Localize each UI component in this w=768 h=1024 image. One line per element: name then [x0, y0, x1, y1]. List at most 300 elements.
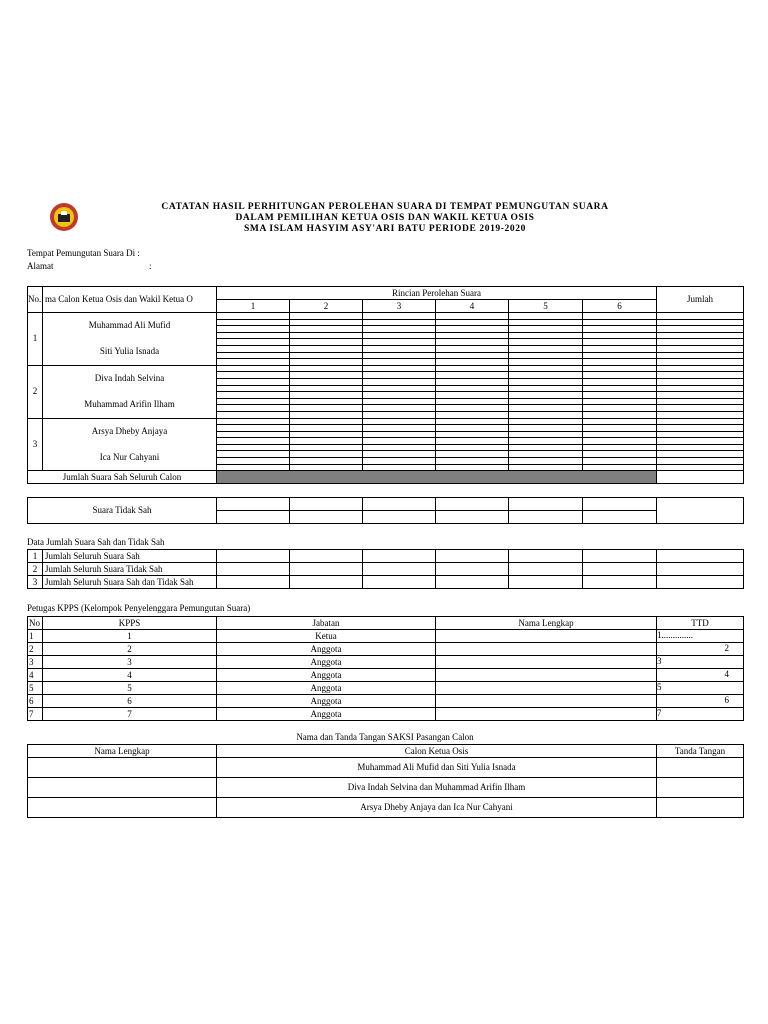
petugas-row [28, 630, 744, 643]
petugas-col-kpps: KPPS [43, 617, 217, 630]
cell[interactable] [583, 411, 657, 418]
petugas-col-jabatan: Jabatan [217, 617, 436, 630]
cell[interactable] [217, 438, 290, 445]
cell[interactable] [290, 431, 363, 438]
header-no: No. [28, 287, 43, 313]
cell[interactable] [217, 326, 290, 333]
cell[interactable] [363, 392, 436, 399]
cell[interactable] [436, 458, 509, 465]
cell[interactable] [583, 359, 657, 366]
petugas-no: 4 [28, 669, 43, 682]
petugas-kpps: 7 [43, 708, 217, 721]
petugas-kpps: 4 [43, 669, 217, 682]
cell[interactable] [657, 444, 744, 451]
saksi-row [28, 798, 744, 818]
petugas-jabatan: Anggota [217, 669, 436, 682]
cell[interactable] [436, 498, 509, 511]
petugas-row [28, 643, 744, 656]
header-jumlah: Jumlah [657, 287, 744, 313]
candidate-row [28, 365, 744, 372]
cell[interactable] [509, 418, 583, 425]
petugas-col-no: No [28, 617, 43, 630]
cell[interactable] [290, 339, 363, 346]
cell[interactable] [217, 576, 290, 589]
cell[interactable] [509, 372, 583, 379]
cell[interactable] [657, 464, 744, 471]
cell[interactable] [217, 444, 290, 451]
cell[interactable] [363, 418, 436, 425]
cell[interactable] [436, 425, 509, 432]
cell[interactable] [657, 326, 744, 333]
cell[interactable] [509, 511, 583, 524]
cell[interactable] [363, 438, 436, 445]
cell[interactable] [436, 392, 509, 399]
petugas-jabatan: Anggota [217, 695, 436, 708]
cell[interactable] [290, 319, 363, 326]
saksi-table [27, 744, 744, 818]
cell[interactable] [436, 411, 509, 418]
cell[interactable] [217, 332, 290, 339]
cell[interactable] [657, 339, 744, 346]
petugas-ttd[interactable] [657, 669, 744, 682]
data-summary-row [28, 550, 744, 563]
cell[interactable] [217, 425, 290, 432]
cell[interactable] [436, 431, 509, 438]
cell[interactable] [436, 332, 509, 339]
petugas-nama[interactable] [436, 682, 657, 695]
cell[interactable] [290, 332, 363, 339]
cell[interactable] [583, 425, 657, 432]
saksi-row [28, 778, 744, 798]
cell[interactable] [363, 326, 436, 333]
cell[interactable] [217, 411, 290, 418]
cell[interactable] [509, 326, 583, 333]
saksi-row [28, 758, 744, 778]
row-no: 3 [28, 576, 43, 589]
cell[interactable] [290, 398, 363, 405]
cell[interactable] [217, 451, 290, 458]
cell[interactable] [363, 385, 436, 392]
cell[interactable] [290, 576, 363, 589]
petugas-col-nama: Nama Lengkap [436, 617, 657, 630]
sub-col-1: 1 [217, 300, 290, 313]
cell[interactable] [363, 352, 436, 359]
petugas-jabatan: Anggota [217, 643, 436, 656]
cell[interactable] [290, 550, 363, 563]
cell[interactable] [290, 405, 363, 412]
petugas-ttd[interactable] [657, 643, 744, 656]
cell[interactable] [290, 365, 363, 372]
cell[interactable] [363, 345, 436, 352]
cell[interactable] [290, 451, 363, 458]
cell[interactable] [657, 411, 744, 418]
cell[interactable] [509, 411, 583, 418]
candidate-row [28, 313, 744, 320]
cell[interactable] [363, 332, 436, 339]
total-valid-label: Jumlah Suara Sah Seluruh Calon [28, 471, 217, 484]
cell[interactable] [363, 563, 436, 576]
cell[interactable] [657, 398, 744, 405]
cell[interactable] [436, 511, 509, 524]
cell[interactable] [436, 372, 509, 379]
cell[interactable] [290, 359, 363, 366]
cell[interactable] [657, 438, 744, 445]
alamat-colon: : [149, 261, 152, 271]
cell[interactable] [436, 345, 509, 352]
cell[interactable] [509, 563, 583, 576]
cell[interactable] [583, 431, 657, 438]
cell[interactable] [217, 385, 290, 392]
candidate-row [28, 339, 744, 346]
saksi-calon: Muhammad Ali Mufid dan Siti Yulia Isnada [217, 758, 657, 778]
cell[interactable] [363, 372, 436, 379]
cell[interactable] [363, 339, 436, 346]
cell[interactable] [509, 425, 583, 432]
petugas-ttd[interactable] [657, 708, 744, 721]
cell[interactable] [436, 405, 509, 412]
cell[interactable] [436, 550, 509, 563]
cell[interactable] [583, 464, 657, 471]
cell[interactable] [509, 451, 583, 458]
ttd-left-number: 3 [657, 656, 662, 666]
cell[interactable] [363, 444, 436, 451]
cell[interactable] [583, 378, 657, 385]
cell[interactable] [509, 359, 583, 366]
candidate-no: 3 [28, 418, 43, 471]
cell[interactable] [509, 313, 583, 320]
row-no: 2 [28, 563, 43, 576]
cell[interactable] [217, 345, 290, 352]
invalid-vote-total[interactable] [657, 498, 744, 524]
cell[interactable] [509, 431, 583, 438]
saksi-ttd[interactable] [657, 798, 744, 818]
cell[interactable] [217, 365, 290, 372]
cell[interactable] [583, 444, 657, 451]
cell[interactable] [290, 498, 363, 511]
cell[interactable] [657, 365, 744, 372]
petugas-ttd[interactable] [657, 656, 744, 669]
cell[interactable] [583, 385, 657, 392]
cell[interactable] [290, 352, 363, 359]
cell[interactable] [290, 563, 363, 576]
ttd-right-number: 2 [724, 643, 729, 653]
sub-col-2: 2 [290, 300, 363, 313]
sub-col-5: 5 [509, 300, 583, 313]
cell[interactable] [436, 352, 509, 359]
cell[interactable] [583, 392, 657, 399]
cell[interactable] [436, 385, 509, 392]
total-valid-shaded [217, 471, 657, 484]
cell[interactable] [436, 451, 509, 458]
cell[interactable] [217, 405, 290, 412]
cell[interactable] [509, 576, 583, 589]
petugas-row [28, 656, 744, 669]
cell[interactable] [217, 359, 290, 366]
cell[interactable] [217, 372, 290, 379]
cell[interactable] [436, 378, 509, 385]
cell[interactable] [657, 313, 744, 320]
cell[interactable] [509, 550, 583, 563]
saksi-nama[interactable] [28, 798, 217, 818]
cell[interactable] [290, 464, 363, 471]
data-summary-row [28, 576, 744, 589]
cell[interactable] [657, 372, 744, 379]
cell[interactable] [657, 550, 744, 563]
petugas-nama[interactable] [436, 643, 657, 656]
petugas-nama[interactable] [436, 669, 657, 682]
candidate-ketua-name: Diva Indah Selvina [43, 365, 217, 391]
petugas-kpps: 2 [43, 643, 217, 656]
cell[interactable] [363, 498, 436, 511]
petugas-row [28, 708, 744, 721]
petugas-ttd[interactable] [657, 682, 744, 695]
saksi-title: Nama dan Tanda Tangan SAKSI Pasangan Calon [296, 732, 474, 742]
petugas-kpps: 3 [43, 656, 217, 669]
cell[interactable] [583, 550, 657, 563]
cell[interactable] [290, 378, 363, 385]
cell[interactable] [290, 385, 363, 392]
cell[interactable] [290, 418, 363, 425]
candidate-row [28, 444, 744, 451]
cell[interactable] [363, 359, 436, 366]
cell[interactable] [363, 550, 436, 563]
cell[interactable] [657, 576, 744, 589]
cell[interactable] [436, 398, 509, 405]
cell[interactable] [217, 378, 290, 385]
row-label: Jumlah Seluruh Suara Tidak Sah [43, 563, 217, 576]
saksi-calon: Arsya Dheby Anjaya dan Ica Nur Cahyani [217, 798, 657, 818]
cell[interactable] [217, 458, 290, 465]
cell[interactable] [436, 576, 509, 589]
cell[interactable] [657, 345, 744, 352]
cell[interactable] [583, 319, 657, 326]
petugas-jabatan: Anggota [217, 656, 436, 669]
cell[interactable] [217, 464, 290, 471]
petugas-nama[interactable] [436, 708, 657, 721]
cell[interactable] [363, 464, 436, 471]
cell[interactable] [657, 378, 744, 385]
candidate-no: 2 [28, 365, 43, 418]
cell[interactable] [290, 425, 363, 432]
cell[interactable] [657, 418, 744, 425]
cell[interactable] [509, 352, 583, 359]
cell[interactable] [217, 418, 290, 425]
cell[interactable] [436, 464, 509, 471]
cell[interactable] [583, 398, 657, 405]
cell[interactable] [363, 576, 436, 589]
cell[interactable] [509, 332, 583, 339]
cell[interactable] [583, 313, 657, 320]
petugas-nama[interactable] [436, 630, 657, 643]
kpu-logo [49, 202, 79, 232]
cell[interactable] [436, 444, 509, 451]
petugas-row [28, 669, 744, 682]
cell[interactable] [509, 339, 583, 346]
cell[interactable] [290, 438, 363, 445]
cell[interactable] [583, 405, 657, 412]
cell[interactable] [217, 431, 290, 438]
cell[interactable] [657, 425, 744, 432]
data-summary-table [27, 549, 744, 589]
cell[interactable] [363, 405, 436, 412]
cell[interactable] [509, 345, 583, 352]
cell[interactable] [657, 359, 744, 366]
cell[interactable] [583, 345, 657, 352]
cell[interactable] [290, 444, 363, 451]
cell[interactable] [509, 398, 583, 405]
cell[interactable] [217, 319, 290, 326]
candidate-no: 1 [28, 313, 43, 366]
cell[interactable] [583, 352, 657, 359]
cell[interactable] [657, 352, 744, 359]
saksi-col-calon: Calon Ketua Osis [217, 745, 657, 758]
cell[interactable] [583, 511, 657, 524]
cell[interactable] [583, 563, 657, 576]
cell[interactable] [217, 563, 290, 576]
cell[interactable] [436, 438, 509, 445]
cell[interactable] [509, 385, 583, 392]
cell[interactable] [217, 398, 290, 405]
cell[interactable] [436, 359, 509, 366]
petugas-ttd[interactable] [657, 630, 744, 643]
petugas-no: 5 [28, 682, 43, 695]
cell[interactable] [436, 319, 509, 326]
petugas-col-ttd: TTD [657, 617, 744, 630]
petugas-nama[interactable] [436, 695, 657, 708]
candidate-wakil-name: Siti Yulia Isnada [43, 339, 217, 365]
cell[interactable] [436, 326, 509, 333]
data-summary-row [28, 563, 744, 576]
cell[interactable] [363, 313, 436, 320]
cell[interactable] [217, 511, 290, 524]
cell[interactable] [363, 451, 436, 458]
petugas-nama[interactable] [436, 656, 657, 669]
petugas-title: Petugas KPPS (Kelompok Penyelenggara Pemungutan Suara) [27, 603, 251, 613]
cell[interactable] [509, 405, 583, 412]
cell[interactable] [290, 345, 363, 352]
petugas-ttd[interactable] [657, 695, 744, 708]
cell[interactable] [363, 365, 436, 372]
sub-col-3: 3 [363, 300, 436, 313]
candidate-ketua-name: Muhammad Ali Mufid [43, 313, 217, 339]
cell[interactable] [290, 392, 363, 399]
candidate-wakil-name: Ica Nur Cahyani [43, 444, 217, 470]
cell[interactable] [509, 444, 583, 451]
saksi-calon: Diva Indah Selvina dan Muhammad Arifin Ilham [217, 778, 657, 798]
total-valid-value[interactable] [657, 471, 744, 484]
cell[interactable] [363, 378, 436, 385]
cell[interactable] [217, 550, 290, 563]
cell[interactable] [363, 411, 436, 418]
data-section-title: Data Jumlah Suara Sah dan Tidak Sah [27, 537, 165, 547]
cell[interactable] [657, 332, 744, 339]
cell[interactable] [363, 319, 436, 326]
cell[interactable] [217, 392, 290, 399]
cell[interactable] [509, 378, 583, 385]
cell[interactable] [436, 418, 509, 425]
cell[interactable] [583, 372, 657, 379]
petugas-no: 1 [28, 630, 43, 643]
cell[interactable] [363, 458, 436, 465]
candidate-row [28, 392, 744, 399]
cell[interactable] [290, 313, 363, 320]
cell[interactable] [657, 405, 744, 412]
saksi-ttd[interactable] [657, 758, 744, 778]
saksi-ttd[interactable] [657, 778, 744, 798]
cell[interactable] [583, 332, 657, 339]
cell[interactable] [436, 365, 509, 372]
cell[interactable] [436, 563, 509, 576]
cell[interactable] [657, 451, 744, 458]
cell[interactable] [436, 313, 509, 320]
petugas-no: 2 [28, 643, 43, 656]
cell[interactable] [583, 339, 657, 346]
cell[interactable] [217, 313, 290, 320]
petugas-no: 6 [28, 695, 43, 708]
sub-col-4: 4 [436, 300, 509, 313]
cell[interactable] [363, 511, 436, 524]
cell[interactable] [363, 431, 436, 438]
cell[interactable] [657, 563, 744, 576]
doc-title-line1: CATATAN HASIL PERHITUNGAN PEROLEHAN SUARA DI TEMPAT PEMUNGUTAN SUARA [161, 202, 609, 212]
cell[interactable] [509, 458, 583, 465]
saksi-col-ttd: Tanda Tangan [657, 745, 744, 758]
tps-label: Tempat Pemungutan Suara Di : [27, 248, 140, 258]
petugas-kpps: 1 [43, 630, 217, 643]
cell[interactable] [290, 326, 363, 333]
cell[interactable] [583, 418, 657, 425]
cell[interactable] [509, 392, 583, 399]
cell[interactable] [583, 438, 657, 445]
cell[interactable] [583, 365, 657, 372]
alamat-label: Alamat [27, 261, 54, 271]
petugas-table [27, 616, 744, 721]
saksi-nama[interactable] [28, 758, 217, 778]
cell[interactable] [583, 458, 657, 465]
saksi-nama[interactable] [28, 778, 217, 798]
cell[interactable] [657, 431, 744, 438]
doc-title-line2: DALAM PEMILIHAN KETUA OSIS DAN WAKIL KETUA OSIS [235, 213, 535, 223]
cell[interactable] [290, 458, 363, 465]
cell[interactable] [509, 365, 583, 372]
invalid-vote-table [27, 497, 744, 524]
cell[interactable] [657, 458, 744, 465]
header-candidate-name: ma Calon Ketua Osis dan Wakil Ketua O [43, 287, 217, 313]
cell[interactable] [657, 319, 744, 326]
cell[interactable] [509, 464, 583, 471]
cell[interactable] [509, 438, 583, 445]
cell[interactable] [363, 425, 436, 432]
cell[interactable] [583, 451, 657, 458]
cell[interactable] [583, 326, 657, 333]
cell[interactable] [509, 498, 583, 511]
cell[interactable] [217, 498, 290, 511]
cell[interactable] [436, 339, 509, 346]
petugas-kpps: 6 [43, 695, 217, 708]
cell[interactable] [509, 319, 583, 326]
cell[interactable] [290, 411, 363, 418]
cell[interactable] [217, 339, 290, 346]
vote-count-table [27, 286, 744, 484]
cell[interactable] [583, 576, 657, 589]
cell[interactable] [290, 511, 363, 524]
cell[interactable] [363, 398, 436, 405]
cell[interactable] [657, 385, 744, 392]
cell[interactable] [583, 498, 657, 511]
cell[interactable] [217, 352, 290, 359]
cell[interactable] [290, 372, 363, 379]
cell[interactable] [657, 392, 744, 399]
